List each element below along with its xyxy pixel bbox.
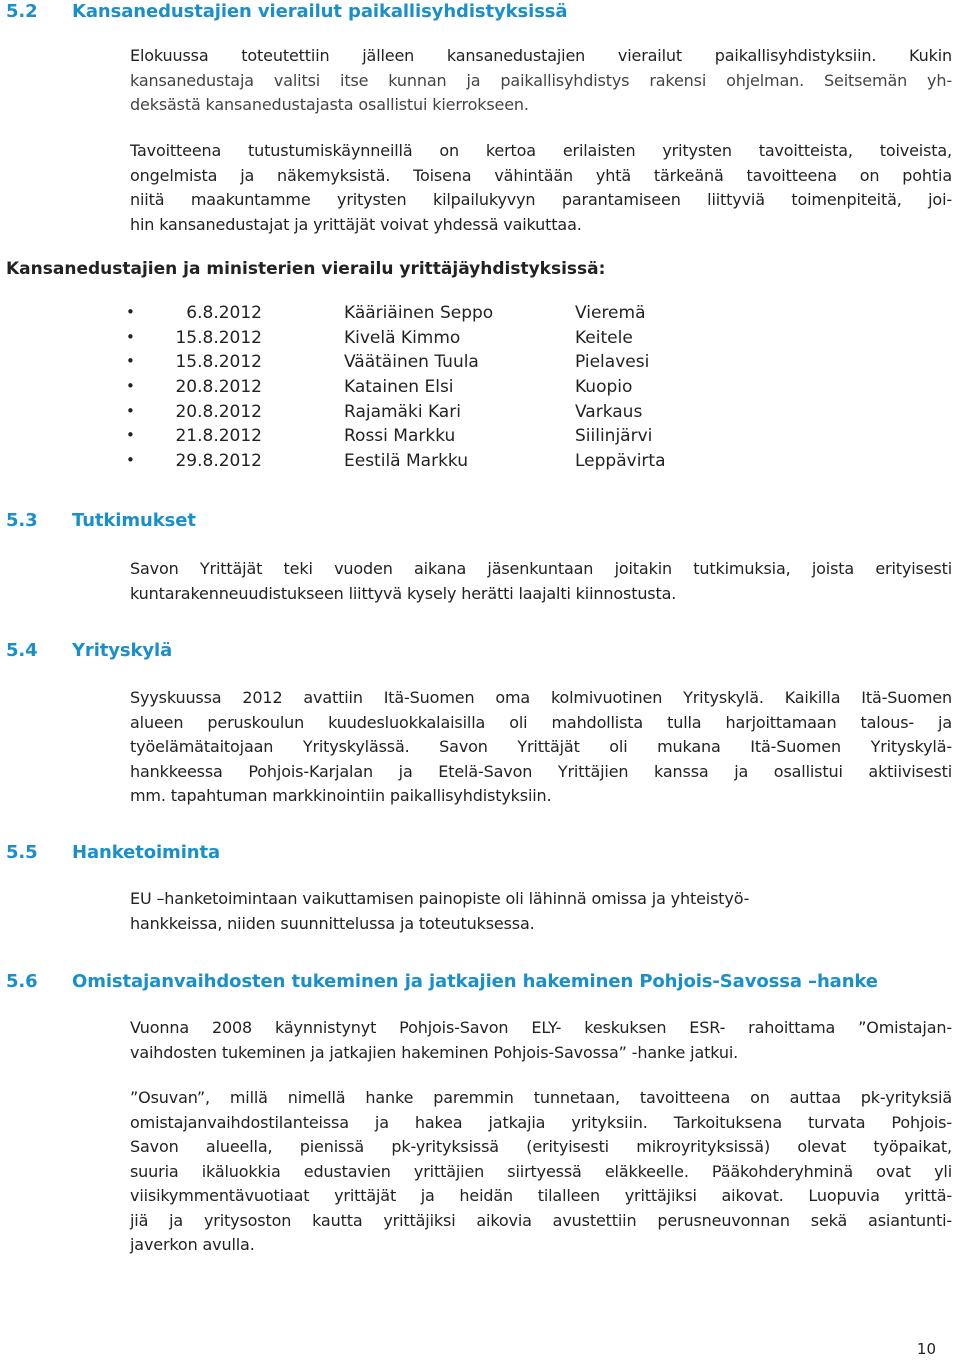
paragraph-line: kansanedustaja valitsi itse kunnan ja paikallisyhdistys rakensi ohjelman. Seitsemän yh- — [130, 70, 952, 90]
section-title: Hanketoiminta — [72, 842, 221, 863]
section-number: 5.6 — [6, 971, 38, 992]
paragraph-line: EU –hanketoimintaan vaikuttamisen painopiste oli lähinnä omissa ja yhteistyö- — [130, 889, 750, 908]
visit-place: Leppävirta — [575, 451, 666, 472]
bullet-icon: • — [126, 451, 135, 470]
section-title: Kansanedustajien vierailut paikallisyhdistyksissä — [72, 1, 568, 22]
paragraph-line: Savon Yrittäjät teki vuoden aikana jäsenkuntaan joitakin tutkimuksia, joista erityisesti — [130, 559, 952, 578]
visit-name: Eestilä Markku — [344, 451, 469, 472]
visit-name: Kääriäinen Seppo — [344, 303, 494, 323]
paragraph-5-6-osuva — [130, 1086, 952, 1258]
page-number: 10 — [916, 1340, 936, 1358]
visit-date: 6.8.2012 — [186, 303, 262, 323]
paragraph-5-6-intro — [130, 1016, 952, 1065]
section-heading-5-6 — [6, 971, 878, 992]
paragraph-line: omistajanvaihdostilanteissa ja hakea jatkajia yrityksiin. Tarkoituksena turvata Pohjois- — [130, 1112, 952, 1132]
paragraph-line: javerkon avulla. — [130, 1235, 255, 1254]
section-heading-5-3 — [6, 510, 196, 531]
visit-name: Rossi Markku — [344, 426, 456, 447]
paragraph-line: mm. tapahtuman markkinointiin paikallisyhdistyksiin. — [130, 786, 552, 805]
visit-date: 15.8.2012 — [175, 352, 262, 373]
paragraph-line: viisikymmentävuotiaat yrittäjät ja heidän tilalleen yrittäjiksi aikovat. Luopuvia yrittä- — [130, 1186, 952, 1205]
visit-name: Katainen Elsi — [344, 377, 454, 398]
bullet-icon: • — [126, 377, 135, 396]
paragraph-5-3 — [130, 557, 952, 606]
section-title: Yrityskylä — [72, 640, 173, 661]
bullet-icon: • — [126, 303, 135, 321]
bullet-icon: • — [126, 401, 135, 420]
paragraph-line: Vuonna 2008 käynnistynyt Pohjois-Savon ELY- keskuksen ESR- rahoittama ”Omistajan- — [130, 1018, 952, 1037]
visit-date: 20.8.2012 — [175, 401, 262, 422]
paragraph-line: kuntarakenneuudistukseen liittyvä kysely herätti laajalti kiinnostusta. — [130, 583, 677, 603]
section-number: 5.4 — [6, 640, 38, 661]
section-number: 5.5 — [6, 842, 38, 863]
paragraph-5-2-goals — [130, 139, 952, 237]
section-number: 5.3 — [6, 510, 38, 531]
paragraph-line: hankkeessa Pohjois-Karjalan ja Etelä-Savon Yrittäjien kanssa ja osallistui aktiivisesti — [130, 761, 952, 781]
section-title: Omistajanvaihdosten tukeminen ja jatkajien hakeminen Pohjois-Savossa –hanke — [72, 971, 878, 992]
paragraph-line: ”Osuvan”, millä nimellä hanke paremmin tunnetaan, tavoitteena on auttaa pk-yrityksiä — [130, 1088, 952, 1107]
paragraph-line: Elokuussa toteutettiin jälleen kansanedustajien vierailut paikallisyhdistyksiin. Kukin — [130, 46, 952, 65]
visit-place: Kuopio — [575, 377, 633, 398]
paragraph-line: jiä ja yritysoston kautta yrittäjiksi aikovia avustettiin perusneuvonnan sekä asiantunti- — [130, 1210, 952, 1230]
section-heading-5-2 — [6, 1, 567, 22]
paragraph-line: Savon alueella, pienissä pk-yrityksissä (erityisesti mikroyrityksissä) olevat työpaikat, — [130, 1137, 952, 1156]
visit-date: 20.8.2012 — [175, 377, 262, 398]
paragraph-line: suuria ikäluokkia edustavien yrittäjien siirtyessä eläkkeelle. Pääkohderyhminä ovat yli — [130, 1161, 952, 1181]
visit-place: Keitele — [575, 327, 633, 348]
visit-place: Varkaus — [575, 401, 643, 422]
paragraph-5-4 — [130, 686, 952, 809]
section-heading-5-5 — [6, 842, 220, 863]
bullet-icon: • — [126, 352, 135, 371]
visit-place: Vieremä — [575, 303, 646, 323]
paragraph-line: hin kansanedustajat ja yrittäjät voivat yhdessä vaikuttaa. — [130, 214, 582, 234]
paragraph-line: hankkeissa, niiden suunnittelussa ja toteutuksessa. — [130, 913, 535, 933]
paragraph-line: ongelmista ja näkemyksistä. Toisena vähintään yhtä tärkeänä tavoitteena on pohtia — [130, 165, 952, 185]
visit-name: Kivelä Kimmo — [344, 327, 461, 348]
paragraph-line: deksästä kansanedustajasta osallistui kierrokseen. — [130, 95, 529, 114]
visit-place: Siilinjärvi — [575, 426, 653, 447]
paragraph-line: Tavoitteena tutustumiskäynneillä on kertoa erilaisten yritysten tavoitteista, toiveista, — [130, 141, 952, 160]
paragraph-line: Syyskuussa 2012 avattiin Itä-Suomen oma kolmivuotinen Yrityskylä. Kaikilla Itä-Suomen — [130, 688, 952, 707]
section-title: Tutkimukset — [72, 510, 196, 531]
visit-place: Pielavesi — [575, 352, 650, 373]
visits-subheading: Kansanedustajien ja ministerien vierailu yrittäjäyhdistyksissä: — [6, 259, 606, 279]
paragraph-5-5 — [130, 887, 952, 936]
section-number: 5.2 — [6, 1, 38, 22]
bullet-icon: • — [126, 426, 135, 445]
visit-date: 29.8.2012 — [175, 451, 262, 472]
visit-date: 21.8.2012 — [175, 426, 262, 447]
paragraph-line: niitä maakuntamme yritysten kilpailukyvyn parantamiseen liittyviä toimenpiteitä, joi- — [130, 190, 952, 209]
bullet-icon: • — [126, 327, 135, 346]
visit-name: Rajamäki Kari — [344, 401, 461, 422]
paragraph-line: vaihdosten tukeminen ja jatkajien hakeminen Pohjois-Savossa” -hanke jatkui. — [130, 1042, 739, 1062]
paragraph-line: alueen peruskoulun kuudesluokkalaisilla oli mahdollista tulla harjoittamaan talous- ja — [130, 712, 952, 732]
visit-date: 15.8.2012 — [175, 327, 262, 348]
paragraph-line: työelämätaitojaan Yrityskylässä. Savon Yrittäjät oli mukana Itä-Suomen Yrityskylä- — [130, 737, 952, 756]
visit-name: Väätäinen Tuula — [344, 352, 479, 373]
paragraph-5-2-intro — [130, 44, 952, 118]
section-heading-5-4 — [6, 640, 172, 661]
